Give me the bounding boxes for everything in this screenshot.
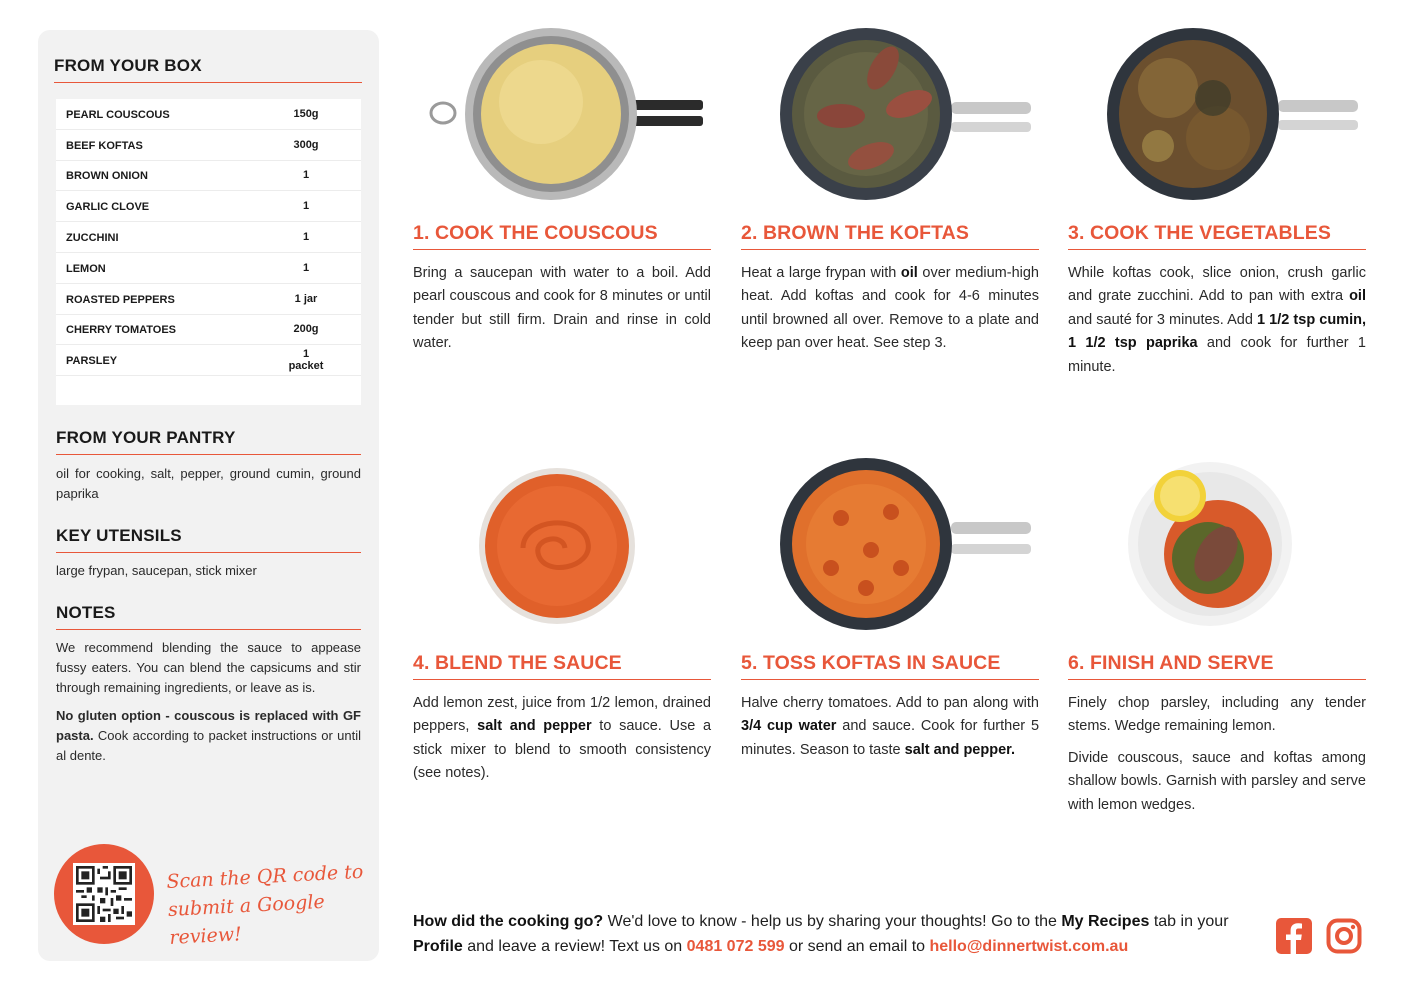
ingredient-name: BROWN ONION (66, 170, 148, 183)
qr-cta-line2: submit a Google review! (167, 890, 326, 949)
blended-sauce-photo (413, 458, 711, 630)
ingredient-row (56, 315, 361, 346)
ingredient-name: CHERRY TOMATOES (66, 324, 177, 337)
koftas-frypan-photo (741, 28, 1039, 200)
ingredient-name: ZUCCHINI (66, 232, 119, 245)
ingredient-qty: 1 (302, 231, 310, 244)
ingredient-qty: 1 jar (294, 292, 318, 305)
step-instructions (741, 692, 1039, 762)
step-3 (1068, 28, 1366, 379)
ingredient-qty: 1 (302, 169, 310, 182)
step-1 (413, 28, 711, 356)
ingredient-name: LEMON (66, 262, 106, 275)
step-text-bold: oil (900, 265, 918, 281)
ingredient-qty: 1 packet (288, 348, 324, 373)
step-text: and sauté for 3 minutes. Add (1068, 311, 1258, 328)
from-your-box-title: FROM YOUR BOX (54, 56, 362, 83)
step-text-bold: 1 1/2 tsp cumin, 1 1/2 tsp paprika (1068, 311, 1366, 352)
step-text: and cook for further 1 minute. (1068, 335, 1366, 375)
footer-text: and leave a review! Text us on (462, 938, 687, 955)
ingredient-row (56, 222, 361, 253)
step-instructions (741, 262, 1039, 356)
step-text: Halve cherry tomatoes. Add to pan along with (741, 695, 1039, 711)
ingredient-name: GARLIC CLOVE (66, 201, 150, 214)
step-4 (413, 458, 711, 786)
step-text: While koftas cook, slice onion, crush garlic and grate zucchini. Add to pan with extra (1068, 265, 1366, 305)
facebook-icon[interactable] (1276, 918, 1312, 954)
step-text-bold: 3/4 cup water (741, 718, 837, 735)
step-instructions (413, 692, 711, 786)
pantry-text: oil for cooking, salt, pepper, ground cumin, ground paprika (56, 466, 361, 501)
ingredient-row (56, 284, 361, 315)
ingredients-table (56, 99, 361, 405)
footer-text: or send an email to (784, 938, 930, 955)
notes-title: NOTES (56, 603, 361, 630)
notes-gluten-paragraph (56, 706, 361, 766)
koftas-in-sauce-photo (741, 458, 1039, 630)
step-title: 3. COOK THE VEGETABLES (1068, 222, 1366, 250)
ingredient-row (56, 130, 361, 161)
step-title: 5. TOSS KOFTAS IN SAUCE (741, 652, 1039, 680)
footer-text: We'd love to know - help us by sharing your thoughts! Go to the (603, 913, 1062, 930)
qr-code-icon[interactable] (73, 863, 135, 925)
ingredient-row (56, 161, 361, 192)
ingredient-row (56, 253, 361, 284)
notes-text (56, 638, 361, 774)
step-title: 4. BLEND THE SAUCE (413, 652, 711, 680)
my-recipes-label: My Recipes (1061, 913, 1150, 930)
finished-dish-photo (1068, 458, 1366, 630)
step-5 (741, 458, 1039, 762)
step-text: Add lemon zest, juice from 1/2 lemon, drained peppers, (413, 695, 711, 735)
step-text: Bring a saucepan with water to a boil. Add pearl couscous and cook for 8 minutes or until tender but still firm. Drain and rinse in cold water. (413, 265, 711, 352)
instagram-icon[interactable] (1326, 918, 1362, 954)
step-instructions (1068, 262, 1366, 379)
ingredient-row (56, 191, 361, 222)
qr-badge (54, 844, 154, 944)
step-title: 2. BROWN THE KOFTAS (741, 222, 1039, 250)
step-instructions (413, 262, 711, 356)
step-text: over medium-high heat. Add koftas and cook for 4-6 minutes until browned all over. Remove to a plate and keep pan over heat. See step 3. (741, 265, 1039, 352)
step-text: and sauce. Cook for further 5 minutes. Season to taste (741, 718, 1040, 758)
ingredient-qty: 200g (293, 323, 319, 336)
couscous-strainer-photo (413, 28, 711, 200)
utensils-title: KEY UTENSILS (56, 526, 361, 553)
footer-question: How did the cooking go? (413, 913, 604, 930)
step-title: 1. COOK THE COUSCOUS (413, 222, 711, 250)
step-text-bold: salt and pepper. (904, 741, 1016, 758)
vegetables-frypan-photo (1068, 28, 1366, 200)
footer-text: tab in your (1149, 913, 1229, 930)
notes-paragraph: We recommend blending the sauce to appease fussy eaters. You can blend the capsicums and stir through remaining ingredients, or leave as is. (56, 640, 361, 695)
utensils-text: large frypan, saucepan, stick mixer (56, 563, 257, 578)
step-text: Finely chop parsley, including any tender stems. Wedge remaining lemon. (1068, 695, 1366, 735)
step-text: Divide couscous, sauce and koftas among shallow bowls. Garnish with parsley and serve with lemon wedges. (1068, 749, 1366, 813)
ingredient-name: PARSLEY (66, 355, 118, 368)
phone-link[interactable]: 0481 072 599 (686, 938, 785, 955)
step-text-bold: salt and pepper (477, 718, 592, 735)
notes-gluten-bold: No gluten option - couscous is replaced with GF pasta. (56, 708, 361, 743)
step-6 (1068, 458, 1366, 817)
email-link[interactable]: hello@dinnertwist.com.au (929, 938, 1129, 955)
step-2 (741, 28, 1039, 356)
ingredient-qty: 1 (302, 261, 310, 274)
step-title: 6. FINISH AND SERVE (1068, 652, 1366, 680)
ingredient-row (56, 345, 361, 376)
ingredient-name: PEARL COUSCOUS (66, 108, 170, 121)
profile-label: Profile (413, 938, 463, 955)
ingredient-qty: 1 (302, 200, 310, 213)
step-text-bold: oil (1349, 288, 1366, 305)
pantry-title: FROM YOUR PANTRY (56, 428, 361, 455)
ingredient-name: BEEF KOFTAS (66, 139, 143, 152)
review-footer (413, 909, 1263, 959)
step-text: Heat a large frypan with (741, 265, 901, 281)
ingredient-name: ROASTED PEPPERS (66, 293, 175, 306)
qr-call-to-action (166, 858, 370, 952)
sidebar (38, 30, 379, 961)
step-text: to sauce. Use a stick mixer to blend to smooth consistency (see notes). (413, 718, 712, 782)
qr-cta-line1: Scan the QR code to (165, 860, 364, 894)
ingredient-qty: 300g (293, 138, 319, 151)
notes-gluten-rest: Cook according to packet instructions or until al dente. (56, 728, 361, 763)
step-instructions (1068, 692, 1366, 817)
ingredient-qty: 150g (293, 107, 319, 120)
ingredient-row (56, 99, 361, 130)
